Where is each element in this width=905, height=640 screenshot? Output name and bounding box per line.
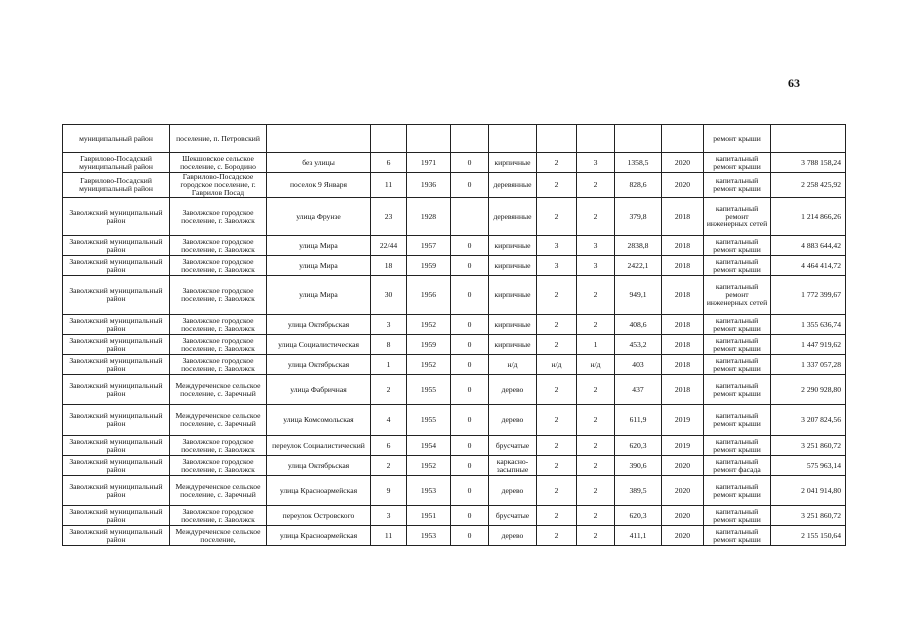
cell-year: 1959 [407,256,451,276]
cell-settlement: Заволжское городское поселение, г. Заволжск [170,315,267,335]
cell-entrances: 2 [577,375,615,405]
cell-flag: 0 [451,476,489,506]
cell-street: без улицы [267,153,371,173]
cell-settlement: Заволжское городское поселение, г. Заволжск [170,436,267,456]
cell-house: 18 [371,256,407,276]
cell-empty [662,125,704,153]
cell-street: улица Октябрьская [267,315,371,335]
table-row [63,526,846,546]
cell-year: 1953 [407,476,451,506]
cell-material: кирпичные [489,315,537,335]
cell-year: 1953 [407,526,451,546]
cell-area: 620,3 [615,506,662,526]
cell-settlement: Заволжское городское поселение, г. Заволжск [170,276,267,315]
cell-house: 30 [371,276,407,315]
cell-district: Заволжский муниципальный район [63,198,170,236]
cell-street: переулок Островского [267,506,371,526]
cell-street: поселок 9 Января [267,173,371,198]
cell-entrances: 3 [577,153,615,173]
cell-area: 949,1 [615,276,662,315]
table-body [63,125,846,546]
cell-street: улица Комсомольская [267,405,371,436]
cell-cost: 3 788 158,24 [771,153,846,173]
cell-flag: 0 [451,276,489,315]
cell-work: капитальный ремонт крыши [704,335,771,355]
cell-work: капитальный ремонт крыши [704,476,771,506]
cell-work: капитальный ремонт крыши [704,236,771,256]
cell-area: 2422,1 [615,256,662,276]
cell-year: 1952 [407,456,451,476]
cell-cost: 2 155 150,64 [771,526,846,546]
cell-floors: 2 [537,405,577,436]
cell-cost: 1 772 399,67 [771,276,846,315]
cell-flag: 0 [451,335,489,355]
cell-entrances: н/д [577,355,615,375]
cell-work: капитальный ремонт крыши [704,436,771,456]
table-row [63,476,846,506]
table-row [63,315,846,335]
cell-plan-year: 2020 [662,456,704,476]
table-row [63,173,846,198]
cell-material: н/д [489,355,537,375]
cell-plan-year: 2018 [662,198,704,236]
cell-house: 11 [371,526,407,546]
cell-entrances: 2 [577,526,615,546]
cell-work: капитальный ремонт крыши [704,173,771,198]
cell-entrances: 2 [577,476,615,506]
cell-district: Заволжский муниципальный район [63,476,170,506]
cell-settlement: Заволжское городское поселение, г. Заволжск [170,256,267,276]
cell-plan-year: 2020 [662,153,704,173]
cell-street: улица Октябрьская [267,355,371,375]
table-row [63,375,846,405]
cell-floors: 2 [537,153,577,173]
cell-material: брусчатые [489,506,537,526]
cell-street: улица Мира [267,236,371,256]
cell-cost: 2 258 425,92 [771,173,846,198]
cell-house: 2 [371,375,407,405]
cell-work: капитальный ремонт крыши [704,375,771,405]
cell-material: кирпичные [489,276,537,315]
cell-plan-year: 2019 [662,405,704,436]
cell-area: 611,9 [615,405,662,436]
cell-house: 3 [371,315,407,335]
cell-cost: 1 355 636,74 [771,315,846,335]
cell-house: 23 [371,198,407,236]
housing-repair-table [62,124,846,546]
cell-floors: 2 [537,436,577,456]
cell-district: Заволжский муниципальный район [63,335,170,355]
cell-district: Заволжский муниципальный район [63,436,170,456]
cell-floors: 2 [537,526,577,546]
cell-area: 1358,5 [615,153,662,173]
cell-settlement: Заволжское городское поселение, г. Заволжск [170,506,267,526]
cell-work: капитальный ремонт крыши [704,506,771,526]
table-row [63,456,846,476]
cell-empty [537,125,577,153]
table-row [63,405,846,436]
table-row [63,236,846,256]
cell-empty [615,125,662,153]
cell-street: улица Мира [267,256,371,276]
cell-year: 1951 [407,506,451,526]
cell-district: Заволжский муниципальный район [63,526,170,546]
cell-year: 1952 [407,355,451,375]
cell-entrances: 2 [577,405,615,436]
cell-settlement: Междуреченское сельское поселение, с. Заречный [170,405,267,436]
cell-cost: 1 447 919,62 [771,335,846,355]
cell-plan-year: 2018 [662,375,704,405]
cell-cost: 4 883 644,42 [771,236,846,256]
cell-street: улица Красноармейская [267,476,371,506]
cell-year: 1936 [407,173,451,198]
cell-settlement: поселение, п. Петровский [170,125,267,153]
cell-settlement: Заволжское городское поселение, г. Заволжск [170,355,267,375]
cell-material: дерево [489,476,537,506]
cell-house: 9 [371,476,407,506]
cell-plan-year: 2018 [662,315,704,335]
cell-work: капитальный ремонт фасада [704,456,771,476]
cell-settlement: Шекшовское сельское поселение, с. Бородино [170,153,267,173]
cell-street: переулок Социалистический [267,436,371,456]
cell-plan-year: 2018 [662,276,704,315]
cell-material: кирпичные [489,256,537,276]
table-row [63,153,846,173]
cell-house: 22/44 [371,236,407,256]
cell-entrances: 2 [577,198,615,236]
table-row [63,436,846,456]
cell-flag: 0 [451,506,489,526]
cell-work: капитальный ремонт крыши [704,315,771,335]
cell-plan-year: 2020 [662,476,704,506]
cell-year: 1954 [407,436,451,456]
cell-empty [371,125,407,153]
cell-street: улица Октябрьская [267,456,371,476]
cell-area: 408,6 [615,315,662,335]
cell-empty [407,125,451,153]
cell-cost: 3 207 824,56 [771,405,846,436]
cell-district: Заволжский муниципальный район [63,256,170,276]
cell-settlement: Междуреченское сельское поселение, с. Заречный [170,476,267,506]
cell-entrances: 3 [577,256,615,276]
cell-street: улица Социалистическая [267,335,371,355]
cell-district: Заволжский муниципальный район [63,456,170,476]
cell-entrances: 2 [577,173,615,198]
cell-flag: 0 [451,236,489,256]
cell-street: улица Фрунзе [267,198,371,236]
cell-house: 3 [371,506,407,526]
cell-house: 1 [371,355,407,375]
cell-street: улица Мира [267,276,371,315]
cell-settlement: Междуреченское сельское поселение, [170,526,267,546]
cell-settlement: Заволжское городское поселение, г. Заволжск [170,198,267,236]
cell-empty [771,125,846,153]
cell-cost: 3 251 860,72 [771,436,846,456]
cell-floors: 2 [537,315,577,335]
cell-year: 1957 [407,236,451,256]
cell-floors: 2 [537,335,577,355]
table-row [63,506,846,526]
cell-house: 2 [371,456,407,476]
cell-district: Заволжский муниципальный район [63,315,170,335]
cell-street: улица Красноармейская [267,526,371,546]
cell-entrances: 2 [577,436,615,456]
cell-work: капитальный ремонт крыши [704,405,771,436]
cell-material: кирпичные [489,153,537,173]
cell-settlement: Заволжское городское поселение, г. Заволжск [170,236,267,256]
cell-settlement: Заволжское городское поселение, г. Заволжск [170,335,267,355]
cell-entrances: 2 [577,456,615,476]
cell-floors: 2 [537,506,577,526]
page-number: 63 [788,76,800,90]
cell-work: капитальный ремонт крыши [704,153,771,173]
cell-house: 4 [371,405,407,436]
table-row [63,198,846,236]
cell-empty [267,125,371,153]
cell-flag: 0 [451,526,489,546]
table-row [63,125,846,153]
cell-flag: 0 [451,153,489,173]
cell-area: 828,6 [615,173,662,198]
cell-house: 6 [371,153,407,173]
cell-cost: 2 041 914,80 [771,476,846,506]
table-row [63,276,846,315]
cell-area: 403 [615,355,662,375]
cell-floors: н/д [537,355,577,375]
cell-empty [489,125,537,153]
cell-flag: 0 [451,456,489,476]
cell-cost: 575 963,14 [771,456,846,476]
cell-floors: 2 [537,198,577,236]
cell-cost: 1 337 057,28 [771,355,846,375]
cell-material: деревянные [489,198,537,236]
cell-flag: 0 [451,173,489,198]
cell-area: 437 [615,375,662,405]
cell-street: улица Фабричная [267,375,371,405]
cell-flag: 0 [451,436,489,456]
cell-material: дерево [489,405,537,436]
cell-work: капитальный ремонт крыши [704,355,771,375]
cell-year: 1928 [407,198,451,236]
cell-floors: 2 [537,456,577,476]
cell-entrances: 2 [577,276,615,315]
cell-work: ремонт крыши [704,125,771,153]
cell-entrances: 1 [577,335,615,355]
cell-area: 379,8 [615,198,662,236]
cell-material: брусчатые [489,436,537,456]
cell-area: 453,2 [615,335,662,355]
table-row [63,355,846,375]
cell-material: кирпичные [489,236,537,256]
cell-district: Заволжский муниципальный район [63,405,170,436]
cell-floors: 3 [537,236,577,256]
cell-floors: 2 [537,476,577,506]
cell-settlement: Гаврилово-Посадское городское поселение, г. Гаврилов Посад [170,173,267,198]
cell-cost: 4 464 414,72 [771,256,846,276]
cell-floors: 2 [537,276,577,315]
cell-flag: 0 [451,375,489,405]
cell-flag [451,198,489,236]
cell-year: 1955 [407,405,451,436]
cell-entrances: 2 [577,315,615,335]
cell-plan-year: 2020 [662,506,704,526]
table-row [63,256,846,276]
cell-plan-year: 2019 [662,436,704,456]
cell-cost: 3 251 860,72 [771,506,846,526]
cell-year: 1952 [407,315,451,335]
cell-flag: 0 [451,405,489,436]
cell-material: каркасно-засыпные [489,456,537,476]
cell-area: 411,1 [615,526,662,546]
cell-settlement: Заволжское городское поселение, г. Заволжск [170,456,267,476]
cell-material: деревянные [489,173,537,198]
cell-district: Гаврилово-Посадский муниципальный район [63,173,170,198]
cell-material: кирпичные [489,335,537,355]
cell-year: 1956 [407,276,451,315]
cell-floors: 2 [537,375,577,405]
cell-work: капитальный ремонт крыши [704,256,771,276]
cell-district: Гаврилово-Посадский муниципальный район [63,153,170,173]
cell-work: капитальный ремонт крыши [704,526,771,546]
cell-plan-year: 2018 [662,236,704,256]
cell-flag: 0 [451,256,489,276]
cell-house: 8 [371,335,407,355]
cell-flag: 0 [451,355,489,375]
cell-district: Заволжский муниципальный район [63,276,170,315]
cell-plan-year: 2018 [662,355,704,375]
cell-empty [577,125,615,153]
cell-material: дерево [489,375,537,405]
cell-entrances: 3 [577,236,615,256]
cell-area: 620,3 [615,436,662,456]
cell-house: 11 [371,173,407,198]
cell-plan-year: 2020 [662,173,704,198]
cell-area: 390,6 [615,456,662,476]
cell-cost: 2 290 928,80 [771,375,846,405]
cell-plan-year: 2018 [662,335,704,355]
cell-settlement: Междуреченское сельское поселение, с. Заречный [170,375,267,405]
cell-entrances: 2 [577,506,615,526]
cell-area: 389,5 [615,476,662,506]
cell-year: 1955 [407,375,451,405]
cell-empty [451,125,489,153]
cell-cost: 1 214 866,26 [771,198,846,236]
cell-district: Заволжский муниципальный район [63,236,170,256]
cell-district: муниципальный район [63,125,170,153]
cell-year: 1959 [407,335,451,355]
cell-floors: 3 [537,256,577,276]
cell-district: Заволжский муниципальный район [63,506,170,526]
cell-district: Заволжский муниципальный район [63,355,170,375]
cell-district: Заволжский муниципальный район [63,375,170,405]
cell-floors: 2 [537,173,577,198]
cell-plan-year: 2018 [662,256,704,276]
cell-material: дерево [489,526,537,546]
cell-house: 6 [371,436,407,456]
table-row [63,335,846,355]
cell-work: капитальный ремонт инженерных сетей [704,276,771,315]
cell-plan-year: 2020 [662,526,704,546]
cell-flag: 0 [451,315,489,335]
cell-year: 1971 [407,153,451,173]
cell-work: капитальный ремонт инженерных сетей [704,198,771,236]
cell-area: 2838,8 [615,236,662,256]
